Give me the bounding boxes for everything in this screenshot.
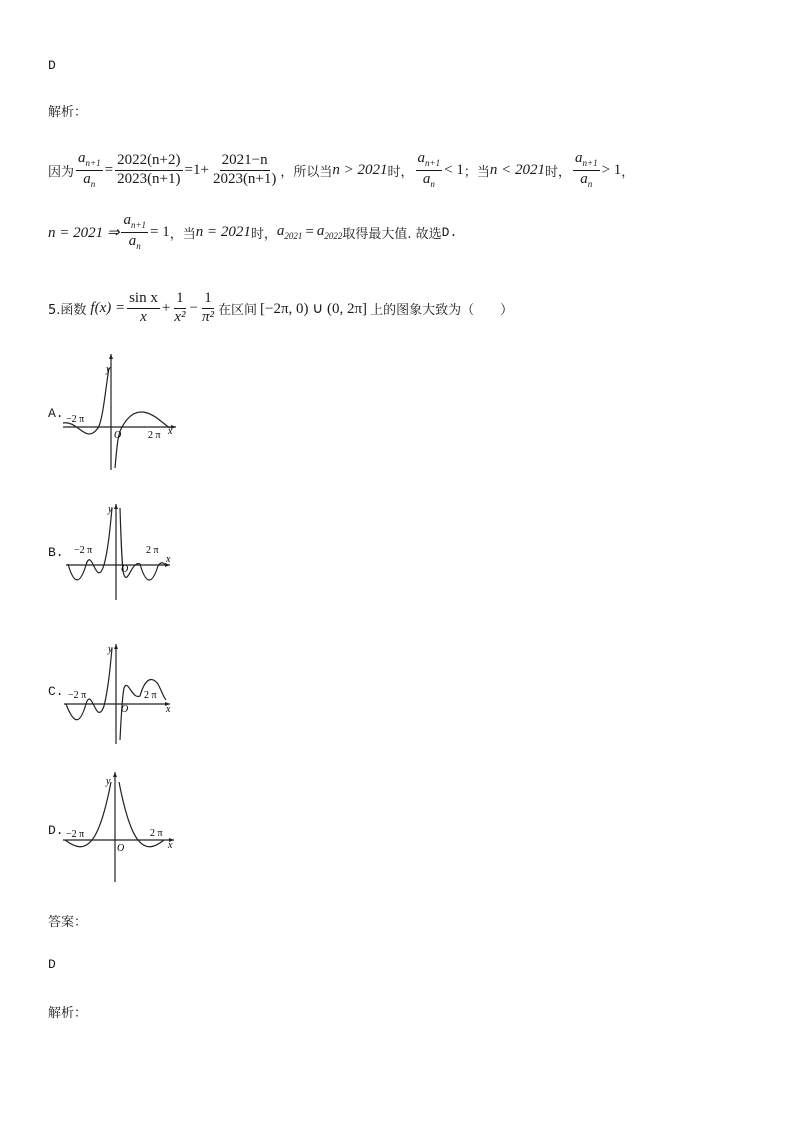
svg-text:−2 π: −2 π	[66, 829, 85, 840]
answer-letter: D	[48, 957, 56, 972]
fraction-2021: $\frac{2021-n}{2023(n+1)}$	[212, 151, 277, 187]
svg-text:2 π: 2 π	[146, 545, 159, 556]
svg-text:−2 π: −2 π	[74, 545, 93, 556]
svg-text:y: y	[106, 776, 111, 787]
svg-text:y: y	[108, 644, 113, 655]
svg-text:2 π: 2 π	[148, 430, 161, 441]
question-5: 5.函数 f(x) = $\frac{\text{sin x}}{x}$ + $\frac{1}{\text{x²}}$ − $\frac{1}{\text{π²}}$ 在区间 [−2π, 0) ∪ (0, 2π] 上的图象大致为（ ）	[48, 289, 514, 325]
svg-text:−2 π: −2 π	[66, 414, 85, 425]
ratio-fraction-4: $\frac{a_{n+1}}{a_n}$	[123, 212, 147, 251]
svg-text:x: x	[168, 840, 173, 851]
svg-text:O: O	[117, 843, 125, 854]
svg-text:x: x	[168, 426, 173, 437]
svg-text:O: O	[121, 704, 129, 715]
svg-text:2 π: 2 π	[144, 690, 157, 701]
fraction-2022: $\frac{2022(n+2)}{2023(n+1)}$	[117, 151, 181, 187]
ratio-fraction: $\frac{a_{n+1}}{a_n}$	[78, 150, 101, 189]
option-b-label[interactable]: B.	[48, 545, 64, 560]
option-d-label[interactable]: D.	[48, 823, 64, 838]
svg-text:2 π: 2 π	[150, 828, 163, 839]
explanation-line-1: 因为 $\frac{a_{n+1}}{a_n}$ = $\frac{2022(n+2)}{2023(n+1)}$ =1+ $\frac{2021-n}{2023(n+1)}$ ，所以当 n > 2021 时， $\frac{a_{n+1}}{a_n}$ < 1 ；当 n < 2021 时， $\frac{a_{n+1}}{a_n}$ > 1 ，	[48, 150, 635, 189]
option-b-graph[interactable]	[58, 500, 183, 605]
analysis-label: 解析：	[48, 105, 88, 120]
svg-text:O: O	[114, 430, 122, 441]
svg-text:y: y	[106, 364, 111, 375]
ratio-fraction-2: $\frac{a_{n+1}}{a_n}$	[417, 150, 441, 189]
text-because: 因为	[48, 164, 75, 180]
svg-text:−2 π: −2 π	[68, 690, 87, 701]
option-c-label[interactable]: C.	[48, 684, 64, 699]
answer-letter-top: D	[48, 58, 56, 73]
option-a-graph[interactable]	[58, 350, 183, 475]
ratio-fraction-3: $\frac{a_{n+1}}{a_n}$	[575, 150, 598, 189]
option-c-graph[interactable]	[58, 640, 183, 748]
analysis-label-2: 解析：	[48, 1006, 88, 1021]
svg-text:y: y	[108, 504, 113, 515]
svg-text:x: x	[166, 554, 171, 565]
svg-text:x: x	[166, 704, 171, 715]
option-d-graph[interactable]	[58, 768, 183, 886]
option-a-label[interactable]: A.	[48, 406, 64, 421]
answer-label: 答案：	[48, 915, 88, 930]
svg-text:O: O	[121, 564, 129, 575]
explanation-line-2: n = 2021 ⇒ $\frac{a_{n+1}}{a_n}$ = 1 ，当 n = 2021 时， $a_{2021}$ = $a_{2022}$ 取得最大值. 故选 D .	[48, 212, 458, 251]
